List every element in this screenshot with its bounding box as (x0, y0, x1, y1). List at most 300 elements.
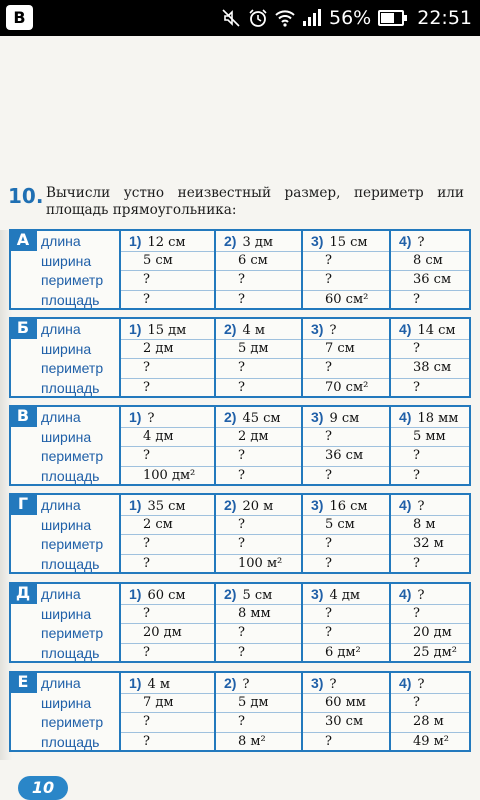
column-divider (301, 495, 303, 572)
cell-value: 28 м (413, 714, 444, 729)
table-cell (143, 359, 150, 377)
table-cell (143, 555, 150, 573)
cell-value: 15 см (329, 235, 368, 250)
column-divider (214, 495, 216, 572)
block-letter: Г (9, 493, 37, 515)
table-cell (413, 605, 420, 623)
table-cell (325, 694, 366, 712)
row-label: ширина (41, 252, 92, 269)
table-cell (224, 320, 265, 340)
row-label: ширина (41, 340, 92, 357)
column-divider (301, 407, 303, 484)
alarm-icon (248, 8, 268, 28)
cell-value: ? (143, 605, 150, 621)
signal-icon (302, 9, 322, 27)
cell-value: 4 м (147, 677, 170, 692)
cell-value: 4 дм (143, 428, 174, 444)
table-cell (238, 516, 245, 534)
table-cell (325, 252, 332, 270)
column-divider (301, 319, 303, 396)
table-cell (413, 428, 446, 446)
task-text: Вычисли устно неизвестный размер, периметр или площадь прямоугольника: (46, 185, 464, 218)
block-letter: В (9, 405, 37, 427)
column-divider (301, 584, 303, 661)
cell-value: 8 м² (238, 733, 266, 749)
table-cell (238, 447, 245, 465)
table-cell (143, 694, 174, 712)
cell-value: ? (325, 555, 332, 571)
table-cell (143, 252, 173, 270)
cell-value: 49 м² (413, 733, 449, 749)
row-label: периметр (41, 448, 104, 464)
table-cell (238, 359, 245, 377)
mute-icon (221, 8, 241, 28)
table-row (11, 359, 469, 378)
column-number: 3) (311, 675, 324, 691)
table-cell (413, 447, 420, 465)
table-row (11, 428, 469, 447)
table-cell (413, 535, 444, 553)
block-2 (9, 405, 471, 486)
table-cell (143, 467, 195, 485)
column-divider (389, 673, 391, 750)
column-number: 2) (224, 497, 237, 513)
table-cell (325, 467, 332, 485)
table-cell (238, 340, 269, 358)
block-1 (9, 317, 471, 398)
table-cell (325, 379, 368, 397)
table-cell (325, 428, 332, 446)
table-cell (413, 624, 452, 642)
cell-value: 4 дм (329, 588, 360, 603)
column-divider (301, 673, 303, 750)
column-divider (119, 495, 121, 572)
cell-value: ? (417, 499, 425, 514)
table-cell (143, 713, 150, 731)
battery-icon (378, 10, 404, 26)
clock: 22:51 (417, 7, 472, 29)
cell-value: 2 дм (143, 340, 174, 356)
table-cell (413, 694, 420, 712)
column-number: 2) (224, 675, 237, 691)
cell-value: 2 дм (238, 428, 269, 444)
column-number: 2) (224, 233, 237, 249)
cell-value: ? (143, 272, 150, 287)
column-number: 3) (311, 233, 324, 249)
row-label: ширина (41, 694, 92, 711)
block-letter: Е (9, 671, 37, 693)
row-label: ширина (41, 605, 92, 622)
cell-value: ? (238, 625, 245, 640)
table-cell (143, 605, 150, 623)
table-cell (129, 585, 186, 605)
table-cell (399, 320, 456, 340)
cell-value: ? (325, 272, 332, 287)
cell-value: ? (413, 467, 420, 483)
cell-value: ? (143, 536, 150, 551)
cell-value: 9 см (329, 411, 360, 426)
cell-value: ? (238, 360, 245, 375)
table-cell (129, 408, 154, 428)
table-cell (413, 291, 420, 309)
cell-value: ? (329, 323, 337, 338)
cell-value: ? (238, 467, 245, 483)
cell-value: 60 см² (325, 291, 369, 307)
cell-value: ? (329, 677, 337, 692)
table-cell (399, 496, 424, 516)
table-cell (325, 516, 355, 534)
cell-value: ? (413, 605, 420, 621)
cell-value: ? (413, 379, 420, 395)
table-cell (143, 291, 150, 309)
row-label: длина (41, 409, 81, 425)
cell-value: ? (143, 360, 150, 375)
table-cell (143, 733, 150, 751)
app-badge-icon[interactable]: B (6, 5, 33, 30)
column-number: 4) (399, 497, 412, 513)
column-number: 1) (129, 497, 142, 513)
row-label: периметр (41, 714, 104, 730)
cell-value: 60 мм (325, 694, 366, 710)
table-cell (399, 408, 458, 428)
column-divider (119, 319, 121, 396)
column-number: 2) (224, 586, 237, 602)
cell-value: 4 м (242, 323, 265, 338)
block-letter: Д (9, 582, 37, 604)
cell-value: ? (238, 516, 245, 532)
table-cell (413, 252, 443, 270)
block-letter: А (9, 229, 37, 251)
column-number: 1) (129, 409, 142, 425)
cell-value: 2 см (143, 516, 173, 532)
table-row (11, 516, 469, 535)
column-divider (214, 673, 216, 750)
column-divider (301, 231, 303, 308)
column-divider (214, 231, 216, 308)
block-5 (9, 671, 471, 752)
table-cell (238, 428, 269, 446)
column-number: 2) (224, 409, 237, 425)
table-cell (325, 291, 368, 309)
battery-percent: 56% (329, 7, 372, 29)
table-cell (143, 535, 150, 553)
table-cell (224, 232, 273, 252)
column-divider (214, 407, 216, 484)
cell-value: 45 см (242, 411, 281, 426)
table-cell (325, 535, 332, 553)
table-cell (399, 232, 424, 252)
cell-value: 5 см (242, 588, 273, 603)
cell-value: ? (413, 291, 420, 307)
table-cell (129, 232, 186, 252)
row-label: периметр (41, 625, 104, 641)
cell-value: 100 м² (238, 555, 283, 571)
table-cell (238, 467, 245, 485)
column-number: 1) (129, 675, 142, 691)
cell-value: ? (147, 411, 155, 426)
wifi-icon (275, 9, 295, 27)
cell-value: ? (325, 536, 332, 551)
cell-value: ? (238, 291, 245, 307)
cell-value: ? (325, 733, 332, 749)
cell-value: ? (238, 714, 245, 729)
table-cell (413, 467, 420, 485)
cell-value: 5 дм (238, 340, 269, 356)
column-number: 3) (311, 586, 324, 602)
table-cell (325, 271, 332, 289)
table-row (11, 605, 469, 624)
cell-value: 5 мм (413, 428, 446, 444)
cell-value: 7 см (325, 340, 355, 356)
table-cell (238, 624, 245, 642)
cell-value: ? (238, 448, 245, 463)
column-number: 3) (311, 497, 324, 513)
table-cell (325, 733, 332, 751)
table-cell (238, 535, 245, 553)
column-divider (389, 407, 391, 484)
cell-value: ? (143, 448, 150, 463)
column-divider (119, 231, 121, 308)
table-cell (413, 379, 420, 397)
table-cell (311, 674, 336, 694)
table-row (11, 447, 469, 466)
row-label: площадь (41, 555, 100, 572)
status-icons (221, 0, 472, 36)
page-number: 10 (18, 776, 68, 800)
status-bar (0, 0, 480, 36)
row-label: ширина (41, 428, 92, 445)
column-divider (214, 584, 216, 661)
table-row (11, 320, 469, 339)
table-cell (413, 555, 420, 573)
block-3 (9, 493, 471, 574)
table-cell (238, 271, 245, 289)
cell-value: 5 дм (238, 694, 269, 710)
column-number: 4) (399, 233, 412, 249)
cell-value: 12 см (147, 235, 186, 250)
table-cell (413, 271, 451, 289)
cell-value: ? (143, 291, 150, 307)
cell-value: 6 см (238, 252, 268, 268)
table-cell (143, 428, 174, 446)
table-cell (311, 320, 336, 340)
table-cell (238, 379, 245, 397)
cell-value: 36 см (325, 448, 364, 463)
column-divider (389, 319, 391, 396)
table-cell (238, 555, 282, 573)
row-label: длина (41, 497, 81, 513)
cell-value: ? (417, 588, 425, 603)
table-row (11, 674, 469, 693)
table-cell (413, 359, 451, 377)
cell-value: 5 см (143, 252, 173, 268)
row-label: длина (41, 675, 81, 691)
cell-value: ? (143, 379, 150, 395)
table-cell (311, 408, 359, 428)
row-label: длина (41, 321, 81, 337)
table-cell (311, 232, 368, 252)
table-cell (143, 340, 174, 358)
table-row (11, 291, 469, 310)
cell-value: 70 см² (325, 379, 369, 395)
table-row (11, 535, 469, 554)
table-cell (325, 644, 361, 662)
block-letter: Б (9, 317, 37, 339)
table-row (11, 644, 469, 663)
cell-value: ? (242, 677, 250, 692)
block-4 (9, 582, 471, 663)
table-cell (413, 340, 420, 358)
cell-value: 8 мм (238, 605, 271, 621)
table-row (11, 408, 469, 427)
table-cell (224, 585, 272, 605)
column-number: 1) (129, 321, 142, 337)
table-cell (325, 359, 332, 377)
row-label: периметр (41, 360, 104, 376)
table-row (11, 694, 469, 713)
cell-value: 7 дм (143, 694, 174, 710)
table-cell (238, 733, 266, 751)
cell-value: ? (325, 605, 332, 621)
column-number: 4) (399, 675, 412, 691)
table-cell (238, 605, 271, 623)
column-number: 4) (399, 586, 412, 602)
cell-value: ? (238, 272, 245, 287)
table-row (11, 733, 469, 752)
row-label: ширина (41, 516, 92, 533)
cell-value: ? (417, 677, 425, 692)
table-row (11, 232, 469, 251)
table-row (11, 271, 469, 290)
column-divider (119, 673, 121, 750)
cell-value: ? (238, 644, 245, 660)
row-label: площадь (41, 291, 100, 308)
row-label: длина (41, 586, 81, 602)
cell-value: ? (417, 235, 425, 250)
table-cell (325, 624, 332, 642)
table-cell (311, 496, 368, 516)
table-cell (238, 694, 269, 712)
cell-value: ? (325, 428, 332, 444)
cell-value: 32 м (413, 536, 444, 551)
table-cell (143, 379, 150, 397)
table-cell (413, 516, 436, 534)
table-cell (399, 674, 424, 694)
task-number: 10. (8, 184, 44, 208)
table-cell (325, 605, 332, 623)
row-label: периметр (41, 536, 104, 552)
table-cell (325, 555, 332, 573)
cell-value: ? (413, 694, 420, 710)
cell-value: 20 дм (413, 625, 452, 640)
table-cell (224, 496, 273, 516)
column-number: 3) (311, 409, 324, 425)
table-cell (143, 271, 150, 289)
table-cell (311, 585, 360, 605)
column-number: 3) (311, 321, 324, 337)
cell-value: 20 м (242, 499, 274, 514)
table-cell (413, 733, 449, 751)
table-cell (224, 408, 281, 428)
cell-value: 18 мм (417, 411, 459, 426)
cell-value: 36 см (413, 272, 452, 287)
table-row (11, 624, 469, 643)
column-number: 1) (129, 586, 142, 602)
column-divider (389, 584, 391, 661)
cell-value: ? (238, 379, 245, 395)
table-cell (399, 585, 424, 605)
column-number: 4) (399, 409, 412, 425)
row-label: длина (41, 233, 81, 249)
table-cell (143, 644, 150, 662)
cell-value: 5 см (325, 516, 355, 532)
cell-value: 6 дм² (325, 644, 361, 660)
row-label: площадь (41, 467, 100, 484)
column-divider (389, 495, 391, 572)
column-number: 4) (399, 321, 412, 337)
table-row (11, 340, 469, 359)
column-divider (119, 584, 121, 661)
table-row (11, 252, 469, 271)
table-cell (143, 624, 182, 642)
cell-value: 38 см (413, 360, 452, 375)
table-row (11, 467, 469, 486)
cell-value: 25 дм² (413, 644, 458, 660)
cell-value: ? (325, 467, 332, 483)
cell-value: ? (143, 733, 150, 749)
cell-value: 15 дм (147, 323, 187, 338)
table-cell (224, 674, 249, 694)
table-row (11, 496, 469, 515)
column-divider (214, 319, 216, 396)
cell-value: ? (325, 360, 332, 375)
cell-value: ? (413, 448, 420, 463)
column-divider (389, 231, 391, 308)
table-cell (325, 447, 363, 465)
cell-value: ? (413, 555, 420, 571)
cell-value: 100 дм² (143, 467, 196, 483)
table-row (11, 713, 469, 732)
table-cell (238, 252, 268, 270)
cell-value: 60 см (147, 588, 186, 603)
cell-value: ? (325, 252, 332, 268)
column-divider (119, 407, 121, 484)
cell-value: ? (325, 625, 332, 640)
row-label: площадь (41, 733, 100, 750)
table-cell (129, 320, 186, 340)
cell-value: 35 см (147, 499, 186, 514)
table-row (11, 585, 469, 604)
table-cell (129, 674, 170, 694)
block-0 (9, 229, 471, 310)
cell-value: 8 м (413, 516, 436, 532)
table-cell (143, 447, 150, 465)
column-number: 1) (129, 233, 142, 249)
table-cell (238, 713, 245, 731)
row-label: площадь (41, 379, 100, 396)
row-label: площадь (41, 644, 100, 661)
cell-value: ? (143, 555, 150, 571)
cell-value: 14 см (417, 323, 456, 338)
column-number: 2) (224, 321, 237, 337)
cell-value: 20 дм (143, 625, 182, 640)
table-cell (129, 496, 186, 516)
table-row (11, 379, 469, 398)
cell-value: ? (413, 340, 420, 356)
table-cell (238, 644, 245, 662)
cell-value: 8 см (413, 252, 443, 268)
cell-value: 30 см (325, 714, 364, 729)
